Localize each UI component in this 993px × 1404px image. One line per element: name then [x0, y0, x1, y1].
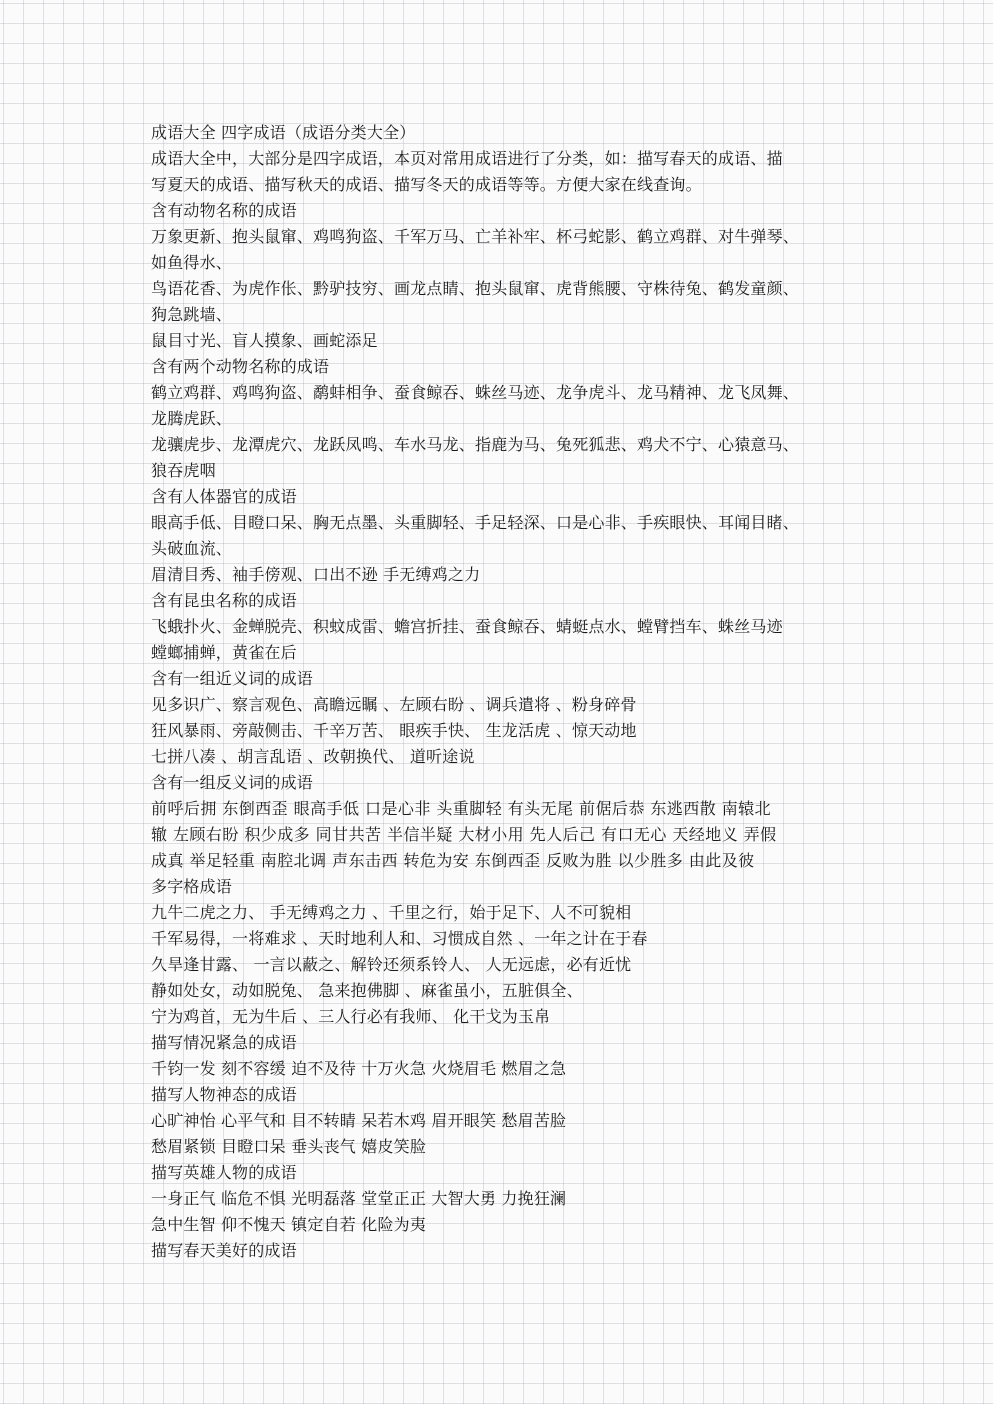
section-heading: 描写英雄人物的成语 — [151, 1163, 297, 1182]
section-heading: 描写春天美好的成语 — [151, 1241, 297, 1260]
idiom-line: 九牛二虎之力、 手无缚鸡之力 、千里之行，始于足下、人不可貌相 — [151, 903, 632, 922]
idiom-line: 鸟语花香、为虎作伥、黔驴技穷、画龙点睛、抱头鼠窜、虎背熊腰、守株待兔、鹤发童颜、 — [151, 279, 800, 298]
idiom-line: 狗急跳墙、 — [151, 305, 233, 324]
idiom-line: 心旷神怡 心平气和 目不转睛 呆若木鸡 眉开眼笑 愁眉苦脸 — [151, 1111, 567, 1130]
idiom-line: 愁眉紧锁 目瞪口呆 垂头丧气 嬉皮笑脸 — [151, 1137, 427, 1156]
section-heading: 描写情况紧急的成语 — [151, 1033, 297, 1052]
idiom-line: 急中生智 仰不愧天 镇定自若 化险为夷 — [151, 1215, 427, 1234]
idiom-line: 龙骧虎步、龙潭虎穴、龙跃凤鸣、车水马龙、指鹿为马、兔死狐悲、鸡犬不宁、心猿意马、 — [151, 435, 800, 454]
idiom-line: 狂风暴雨、旁敲侧击、千辛万苦、 眼疾手快、 生龙活虎 、惊天动地 — [151, 721, 637, 740]
section-heading: 含有动物名称的成语 — [151, 201, 297, 220]
intro-line: 写夏天的成语、描写秋天的成语、描写冬天的成语等等。方便大家在线查询。 — [151, 175, 702, 194]
idiom-line: 七拼八凑 、胡言乱语 、改朝换代、 道听途说 — [151, 747, 475, 766]
idiom-line: 如鱼得水、 — [151, 253, 233, 272]
idiom-line: 宁为鸡首，无为牛后 、三人行必有我师、 化干戈为玉帛 — [151, 1007, 551, 1026]
idiom-line: 千军易得，一将难求 、天时地利人和、习惯成自然 、一年之计在于春 — [151, 929, 648, 948]
document-title: 成语大全 四字成语（成语分类大全） — [151, 123, 416, 142]
section-heading: 含有昆虫名称的成语 — [151, 591, 297, 610]
idiom-line: 前呼后拥 东倒西歪 眼高手低 口是心非 头重脚轻 有头无尾 前倨后恭 东逃西散 南辕北 — [151, 799, 772, 818]
idiom-line: 成真 举足轻重 南腔北调 声东击西 转危为安 东倒西歪 反败为胜 以少胜多 由此及彼 — [151, 851, 755, 870]
section-heading: 描写人物神态的成语 — [151, 1085, 297, 1104]
idiom-line: 千钧一发 刻不容缓 迫不及待 十万火急 火烧眉毛 燃眉之急 — [151, 1059, 567, 1078]
section-heading: 含有两个动物名称的成语 — [151, 357, 330, 376]
idiom-line: 头破血流、 — [151, 539, 233, 558]
idiom-line: 一身正气 临危不惧 光明磊落 堂堂正正 大智大勇 力挽狂澜 — [151, 1189, 567, 1208]
idiom-line: 飞蛾扑火、金蝉脱壳、积蚊成雷、蟾宫折挂、蚕食鲸吞、蜻蜓点水、螳臂挡车、蛛丝马迹 — [151, 617, 783, 636]
document-body — [151, 120, 851, 1264]
section-heading: 含有人体器官的成语 — [151, 487, 297, 506]
idiom-line: 万象更新、抱头鼠窜、鸡鸣狗盗、千军万马、亡羊补牢、杯弓蛇影、鹤立鸡群、对牛弹琴、 — [151, 227, 800, 246]
idiom-line: 狼吞虎咽 — [151, 461, 216, 480]
idiom-line: 静如处女，动如脱兔、 急来抱佛脚 、麻雀虽小，五脏俱全、 — [151, 981, 583, 1000]
idiom-line: 螳螂捕蝉，黄雀在后 — [151, 643, 297, 662]
idiom-line: 鼠目寸光、盲人摸象、画蛇添足 — [151, 331, 378, 350]
section-heading: 多字格成语 — [151, 877, 233, 896]
idiom-line: 眼高手低、目瞪口呆、胸无点墨、头重脚轻、手足轻深、口是心非、手疾眼快、耳闻目睹、 — [151, 513, 800, 532]
idiom-line: 龙腾虎跃、 — [151, 409, 233, 428]
idiom-line: 久旱逢甘露、 一言以蔽之、解铃还须系铃人、 人无远虑，必有近忧 — [151, 955, 632, 974]
idiom-line: 鹤立鸡群、鸡鸣狗盗、鹬蚌相争、蚕食鲸吞、蛛丝马迹、龙争虎斗、龙马精神、龙飞凤舞、 — [151, 383, 800, 402]
intro-line: 成语大全中，大部分是四字成语，本页对常用成语进行了分类，如：描写春天的成语、描 — [151, 149, 783, 168]
section-heading: 含有一组反义词的成语 — [151, 773, 314, 792]
section-heading: 含有一组近义词的成语 — [151, 669, 314, 688]
idiom-line: 辙 左顾右盼 积少成多 同甘共苦 半信半疑 大材小用 先人后己 有口无心 天经地义 弄假 — [151, 825, 777, 844]
idiom-line: 眉清目秀、袖手傍观、口出不逊 手无缚鸡之力 — [151, 565, 481, 584]
idiom-line: 见多识广、察言观色、高瞻远瞩 、左顾右盼 、调兵遣将 、粉身碎骨 — [151, 695, 637, 714]
